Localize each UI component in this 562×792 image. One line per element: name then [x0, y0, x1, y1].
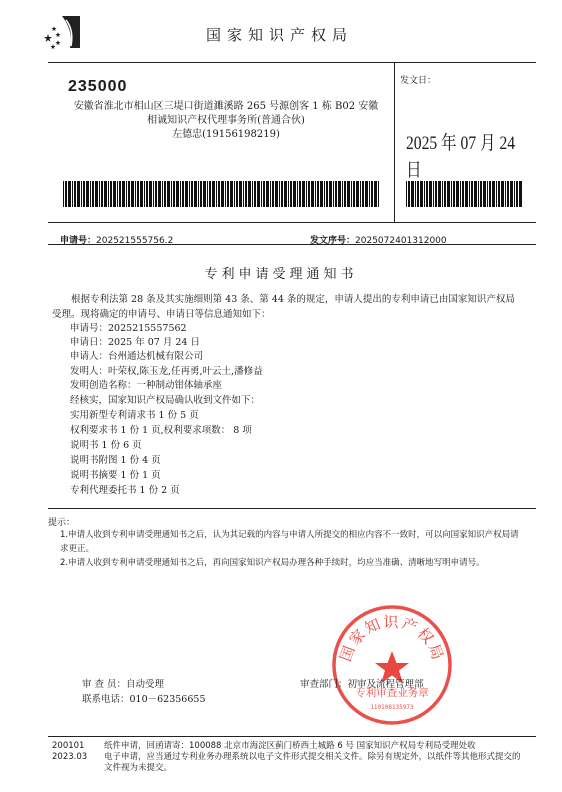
barcode-bar [279, 181, 280, 207]
barcode-bar [207, 181, 208, 207]
barcode-bar [306, 181, 307, 207]
barcode-bar [302, 181, 305, 207]
barcode-bar [225, 181, 226, 207]
note-item-2: 2.申请人收到专利申请受理通知书之后，再向国家知识产权局办理各种手续时，均应当准确、清晰地写明申请号。 [60, 558, 485, 568]
barcode-bar [371, 181, 373, 207]
barcode-bar [180, 181, 181, 207]
footer-line-1: 纸件申请，回函请寄：100088 北京市海淀区蓟门桥西土城路 6 号 国家知识产权局专利局受理处收 [104, 741, 476, 751]
detail-line: 申请日：2025 年 07 月 24 日 [70, 337, 200, 348]
barcode-bar [263, 181, 265, 207]
barcode-bar [104, 181, 107, 207]
barcode-bar [297, 181, 298, 207]
barcode-bar [365, 181, 368, 207]
barcode-bar [290, 181, 292, 207]
barcode-bar [137, 181, 139, 207]
barcode-bar [135, 181, 136, 207]
barcode-bar [128, 181, 130, 207]
detail-line: 说明书附图 1 份 4 页 [70, 455, 161, 466]
barcode-bar [83, 181, 85, 207]
barcode-bar [198, 181, 199, 207]
barcode-bar [338, 181, 341, 207]
barcode-bar [288, 181, 289, 207]
barcode-bar [326, 181, 328, 207]
barcode-bar [92, 181, 94, 207]
barcode-bar [351, 181, 352, 207]
dispatch-date-label: 发文日： [400, 76, 437, 86]
barcode-bar [239, 181, 242, 207]
notes-rule [48, 508, 536, 509]
detail-line: 权利要求书 1 份 1 页,权利要求项数： 8 项 [70, 425, 252, 436]
barcode-bar [236, 181, 238, 207]
barcode-bar [171, 181, 172, 207]
barcode-bar [471, 181, 473, 207]
barcode-bar [462, 181, 464, 207]
note-item-1: 1.申请人收到专利申请受理通知书之后，认为其记载的内容与申请人所提交的相应内容不一致时，可以向国家知识产权局请求更正。 [60, 530, 519, 554]
barcode-bar [230, 181, 233, 207]
official-seal-icon [330, 603, 454, 727]
detail-line: 说明书摘要 1 份 1 页 [70, 470, 161, 481]
notes-title: 提示： [48, 518, 76, 528]
barcode-bar [95, 181, 98, 207]
header-rule-top [48, 62, 536, 63]
barcode-bar [362, 181, 364, 207]
detail-line: 申请人：台州通达机械有限公司 [70, 351, 204, 362]
barcode-bar [483, 181, 486, 207]
office-name: 国家知识产权局 [206, 26, 354, 44]
number-row-rule [48, 244, 536, 245]
barcode-bar [182, 181, 184, 207]
barcode-bar [469, 181, 470, 207]
barcode-bar [146, 181, 148, 207]
barcode-bar [140, 181, 143, 207]
barcode-bar [144, 181, 145, 207]
barcode-bar [451, 181, 452, 207]
barcode-bar [411, 181, 414, 207]
barcode-bar [167, 181, 170, 207]
detail-line: 专利代理委托书 1 份 2 页 [70, 485, 180, 496]
footer-line-2: 电子申请，应当通过专利业务办理系统以电子文件形式提交相关文件。除另有规定外，以纸件等其他形式提交的 [104, 752, 521, 762]
barcode-bar [261, 181, 262, 207]
barcode-bar [342, 181, 343, 207]
footer-line-3: 文件视为未提交。 [104, 763, 173, 773]
barcode-bar [317, 181, 319, 207]
barcode-bar [191, 181, 193, 207]
barcode-bar [369, 181, 370, 207]
barcode-bar [489, 181, 491, 207]
barcode-bar [496, 181, 497, 207]
barcode-bar [243, 181, 244, 207]
barcode-bar [344, 181, 346, 207]
barcode-bar [77, 181, 80, 207]
barcode-bar [324, 181, 325, 207]
footer-code-1: 200101 [52, 741, 85, 751]
barcode-bar [498, 181, 500, 207]
barcode-bar [153, 181, 154, 207]
barcode-bar [335, 181, 337, 207]
barcode-bar [406, 181, 407, 207]
barcode-bar [478, 181, 479, 207]
detail-line: 实用新型专利请求书 1 份 5 页 [70, 410, 199, 421]
barcode-bar [126, 181, 127, 207]
cnipa-logo-icon [40, 12, 86, 52]
application-number-value: 202521555756.2 [96, 236, 174, 246]
barcode-bar [212, 181, 215, 207]
barcode-bar [227, 181, 229, 207]
recipient-postcode: 235000 [68, 78, 128, 95]
detail-line: 申请号：2025215557562 [70, 323, 187, 334]
barcode-bar [185, 181, 188, 207]
barcode-bar [74, 181, 76, 207]
barcode-bar [353, 181, 355, 207]
barcode-bar [480, 181, 482, 207]
barcode-bar [221, 181, 224, 207]
barcode-bar [501, 181, 504, 207]
barcode-bar [245, 181, 247, 207]
barcode-bar [519, 181, 522, 207]
examiner: 审 查 员：自动受理 [82, 679, 165, 690]
barcode-bar [438, 181, 441, 207]
barcode-bar [248, 181, 251, 207]
barcode-bar [266, 181, 269, 207]
serial-number-value: 2025072401312000 [355, 236, 447, 246]
barcode-bar [155, 181, 157, 207]
intro-paragraph: 根据专利法第 28 条及其实施细则第 43 条、第 44 条的规定，申请人提出的专利申请已由国家知识产权局受理。现将确定的申请号、申请日等信息通知如下： [52, 294, 515, 320]
seal-bottom-text: 专利审查业务章 [355, 687, 429, 699]
barcode-bar [415, 181, 416, 207]
barcode-bar [281, 181, 283, 207]
barcode-bar [117, 181, 118, 207]
barcode-bar [81, 181, 82, 207]
barcode-right [406, 181, 524, 207]
barcode-bar [164, 181, 166, 207]
barcode-bar [189, 181, 190, 207]
barcode-bar [203, 181, 206, 207]
barcode-bar [65, 181, 67, 207]
barcode-bar [216, 181, 217, 207]
barcode-bar [433, 181, 434, 207]
barcode-bar [72, 181, 73, 207]
barcode-bar [456, 181, 459, 207]
barcode-bar [329, 181, 332, 207]
application-number-label: 申请号： [60, 236, 97, 246]
barcode-bar [308, 181, 310, 207]
contact-phone: 联系电话：010－62356655 [82, 694, 206, 705]
serial-number-label: 发文序号： [310, 236, 356, 246]
barcode-bar [200, 181, 202, 207]
footer-code-2: 2023.03 [52, 752, 88, 762]
header-rule-bottom [48, 222, 536, 223]
barcode-bar [333, 181, 334, 207]
barcode-bar [442, 181, 443, 207]
dispatch-date: 2025 年 07 月 24 日 [406, 133, 516, 181]
barcode-bar [113, 181, 116, 207]
barcode-bar [293, 181, 296, 207]
barcode-bar [149, 181, 152, 207]
barcode-bar [299, 181, 301, 207]
department-label: 审查部门： [300, 679, 348, 690]
seal-arc-text: 国家知识产权局 [336, 613, 448, 664]
barcode-bar [257, 181, 260, 207]
barcode-bar [315, 181, 316, 207]
barcode-bar [408, 181, 410, 207]
barcode-bar [426, 181, 428, 207]
barcode-bar [417, 181, 419, 207]
barcode-bar [162, 181, 163, 207]
footer-rule [48, 736, 536, 737]
barcode-bar [510, 181, 513, 207]
barcode-bar [444, 181, 446, 207]
barcode-bar [356, 181, 359, 207]
recipient-address [68, 100, 384, 142]
barcode-bar [90, 181, 91, 207]
barcode-bar [320, 181, 323, 207]
barcode-bar [465, 181, 468, 207]
barcode-bar [474, 181, 477, 207]
detail-line: 发明人：叶荣权,陈玉龙,任再勇,叶云土,潘修益 [70, 366, 263, 377]
barcode-bar [131, 181, 134, 207]
address-line-2: 相诚知识产权代理事务所(普通合伙) [147, 115, 305, 126]
barcode-bar [284, 181, 287, 207]
barcode-bar [119, 181, 121, 207]
barcode-bar [86, 181, 89, 207]
barcode-bar [435, 181, 437, 207]
seal-number: 110108135973 [370, 704, 414, 711]
department [300, 676, 424, 690]
barcode-bar [360, 181, 361, 207]
barcode-bar [173, 181, 175, 207]
barcode-bar [254, 181, 256, 207]
barcode-bar [447, 181, 450, 207]
header-rule-mid [394, 62, 395, 222]
barcode-bar [63, 181, 64, 207]
detail-line: 说明书 1 份 6 页 [70, 440, 142, 451]
barcode-bar [347, 181, 350, 207]
barcode-bar [453, 181, 455, 207]
barcode-bar [270, 181, 271, 207]
footer-text [104, 741, 536, 774]
barcode-bar [234, 181, 235, 207]
barcode-bar [460, 181, 461, 207]
barcode-left [63, 181, 381, 207]
barcode-bar [194, 181, 197, 207]
barcode-bar [516, 181, 518, 207]
barcode-bar [487, 181, 488, 207]
barcode-bar [275, 181, 278, 207]
barcode-bar [429, 181, 432, 207]
detail-line: 发明创造名称：一种制动钳体轴承座 [70, 380, 223, 391]
barcode-bar [374, 181, 377, 207]
barcode-bar [252, 181, 253, 207]
barcode-bar [378, 181, 379, 207]
department-name: 初审及流程管理部 [347, 679, 424, 690]
barcode-bar [101, 181, 103, 207]
barcode-bar [110, 181, 112, 207]
barcode-bar [424, 181, 425, 207]
barcode-bar [514, 181, 515, 207]
barcode-bar [108, 181, 109, 207]
notice-title: 专利申请受理通知书 [204, 267, 358, 282]
barcode-bar [507, 181, 509, 207]
address-contact: 左德忠(19156198219) [172, 129, 280, 140]
barcode-bar [176, 181, 179, 207]
barcode-bar [122, 181, 125, 207]
barcode-bar [158, 181, 161, 207]
barcode-bar [420, 181, 423, 207]
barcode-bar [99, 181, 100, 207]
address-line-1: 安徽省淮北市相山区三堤口街道濉溪路 265 号源创客 1 栋 B02 安徽 [73, 101, 379, 112]
barcode-bar [209, 181, 211, 207]
barcode-bar [492, 181, 495, 207]
detail-line: 经核实，国家知识产权局确认收到文件如下： [70, 395, 261, 406]
barcode-bar [218, 181, 220, 207]
barcode-bar [272, 181, 274, 207]
barcode-bar [505, 181, 506, 207]
barcode-bar [68, 181, 71, 207]
barcode-bar [311, 181, 314, 207]
